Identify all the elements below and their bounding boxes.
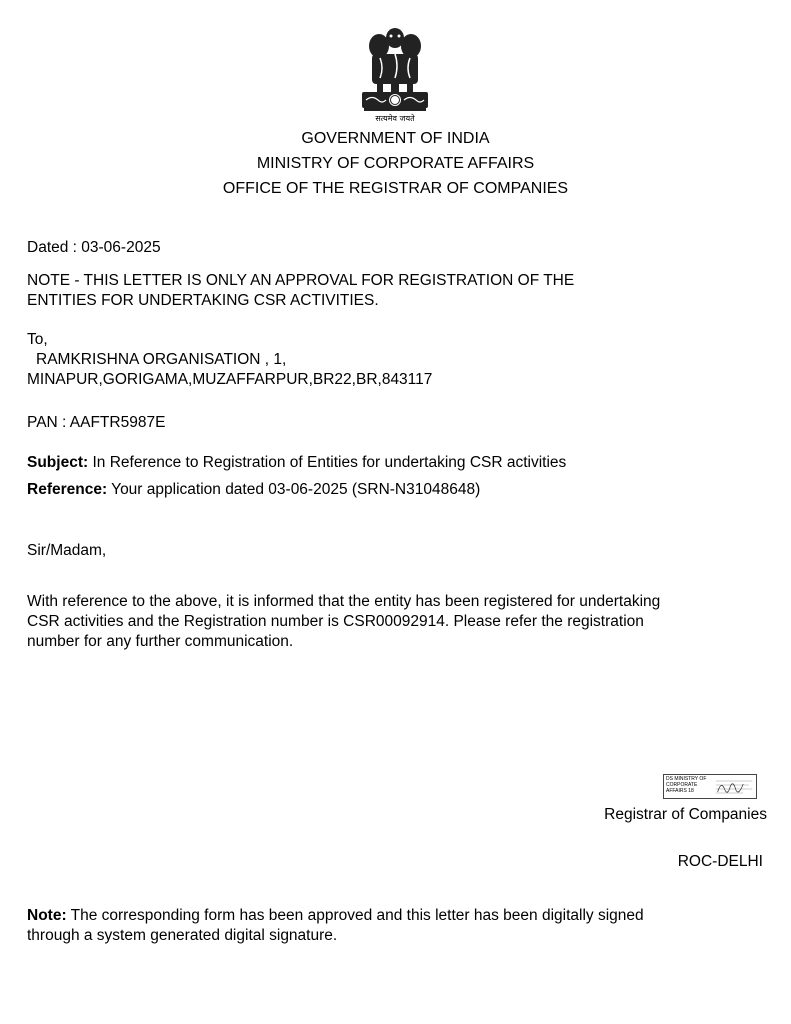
recipient-block [27, 330, 432, 390]
letter-date: Dated : 03-06-2025 [27, 239, 161, 256]
approval-note [27, 271, 574, 311]
body-line2: CSR activities and the Registration number is CSR00092914. Please refer the registration [27, 613, 644, 630]
ashoka-emblem-icon [350, 24, 440, 116]
recipient-to: To, [27, 331, 48, 348]
recipient-name: RAMKRISHNA ORGANISATION , 1, [36, 351, 287, 368]
approval-note-line2: ENTITIES FOR UNDERTAKING CSR ACTIVITIES. [27, 292, 379, 309]
signatory-title: Registrar of Companies [604, 806, 767, 823]
header-ministry: MINISTRY OF CORPORATE AFFAIRS [256, 155, 535, 172]
reference-label: Reference: [27, 481, 108, 498]
digital-signature-stamp [663, 774, 757, 799]
bottom-note-line2: through a system generated digital signature. [27, 927, 338, 944]
signature-scribble-icon [714, 775, 756, 798]
bottom-note-text1: The corresponding form has been approved and this letter has been digitally signed [66, 907, 644, 924]
reference-text: Your application dated 03-06-2025 (SRN-N31048648) [107, 481, 481, 498]
header-office: OFFICE OF THE REGISTRAR OF COMPANIES [222, 180, 569, 197]
subject-text: In Reference to Registration of Entities for undertaking CSR activities [88, 454, 567, 471]
bottom-note-line1 [27, 906, 644, 926]
signatory-office: ROC-DELHI [677, 853, 763, 870]
reference-line [27, 480, 480, 500]
letter-header [0, 126, 791, 201]
emblem-motto: सत्यमेव जयते [375, 114, 415, 123]
emblem [350, 24, 440, 124]
header-government: GOVERNMENT OF INDIA [301, 130, 490, 147]
approval-note-line1: NOTE - THIS LETTER IS ONLY AN APPROVAL FOR REGISTRATION OF THE [27, 272, 575, 289]
subject-label: Subject: [27, 454, 89, 471]
recipient-address: MINAPUR,GORIGAMA,MUZAFFARPUR,BR22,BR,843117 [27, 371, 433, 388]
pan-number: PAN : AAFTR5987E [27, 414, 166, 431]
bottom-note-label: Note: [27, 907, 67, 924]
salutation: Sir/Madam, [27, 542, 107, 559]
subject-line [27, 453, 566, 473]
body-line3: number for any further communication. [27, 633, 294, 650]
body-line1: With reference to the above, it is informed that the entity has been registered for undertaking [27, 593, 661, 610]
signature-stamp-text: DS MINISTRY OF CORPORATE AFFAIRS 18 [666, 776, 707, 794]
letter-body [27, 592, 660, 652]
bottom-note [27, 906, 644, 946]
